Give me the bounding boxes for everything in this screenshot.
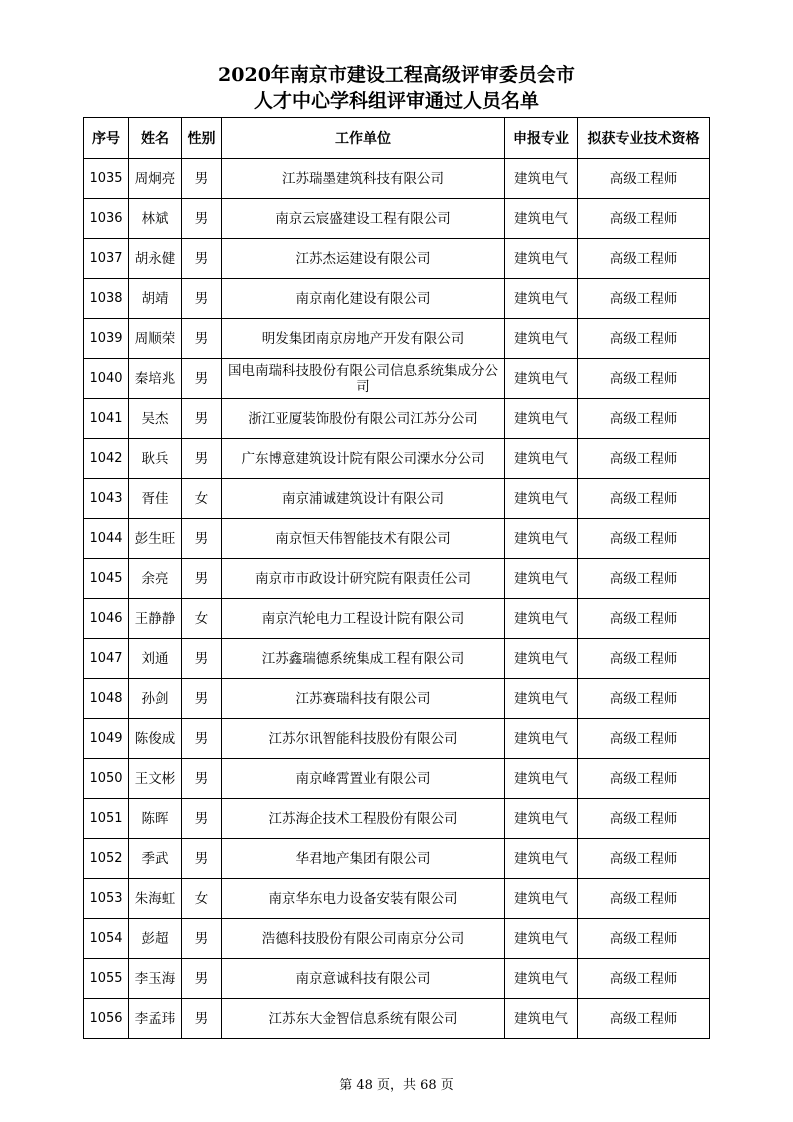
cell-gender: 男: [182, 519, 222, 559]
roster-table-body: [84, 159, 710, 1039]
cell-serial-number: 1043: [84, 479, 129, 519]
cell-serial-number: 1039: [84, 319, 129, 359]
cell-name: 耿兵: [129, 439, 182, 479]
cell-employer: 明发集团南京房地产开发有限公司: [222, 319, 505, 359]
table-row: [84, 919, 710, 959]
cell-serial-number: 1042: [84, 439, 129, 479]
cell-gender: 男: [182, 559, 222, 599]
cell-qualification: 高级工程师: [578, 399, 710, 439]
cell-qualification: 高级工程师: [578, 879, 710, 919]
cell-employer: 浙江亚厦装饰股份有限公司江苏分公司: [222, 399, 505, 439]
cell-serial-number: 1050: [84, 759, 129, 799]
cell-employer: 江苏东大金智信息系统有限公司: [222, 999, 505, 1039]
cell-declared-specialty: 建筑电气: [505, 719, 578, 759]
cell-gender: 男: [182, 279, 222, 319]
cell-name: 季武: [129, 839, 182, 879]
cell-gender: 男: [182, 159, 222, 199]
table-row: [84, 319, 710, 359]
cell-qualification: 高级工程师: [578, 679, 710, 719]
cell-serial-number: 1036: [84, 199, 129, 239]
cell-qualification: 高级工程师: [578, 439, 710, 479]
cell-serial-number: 1040: [84, 359, 129, 399]
cell-employer: 浩德科技股份有限公司南京分公司: [222, 919, 505, 959]
cell-declared-specialty: 建筑电气: [505, 359, 578, 399]
table-row: [84, 839, 710, 879]
cell-employer: 南京南化建设有限公司: [222, 279, 505, 319]
cell-gender: 男: [182, 799, 222, 839]
cell-gender: 男: [182, 639, 222, 679]
cell-serial-number: 1037: [84, 239, 129, 279]
cell-serial-number: 1041: [84, 399, 129, 439]
page-number-footer: 第 48 页，共 68 页: [339, 1078, 454, 1093]
cell-name: 胡永健: [129, 239, 182, 279]
header-declared-specialty: 申报专业: [505, 118, 578, 159]
cell-employer: 江苏鑫瑞德系统集成工程有限公司: [222, 639, 505, 679]
cell-employer: 南京华东电力设备安装有限公司: [222, 879, 505, 919]
cell-qualification: 高级工程师: [578, 639, 710, 679]
cell-name: 彭生旺: [129, 519, 182, 559]
cell-name: 陈俊成: [129, 719, 182, 759]
document-title-line-2: 人才中心学科组评审通过人员名单: [253, 90, 539, 112]
cell-declared-specialty: 建筑电气: [505, 759, 578, 799]
cell-gender: 男: [182, 359, 222, 399]
cell-gender: 男: [182, 199, 222, 239]
table-row: [84, 879, 710, 919]
cell-declared-specialty: 建筑电气: [505, 999, 578, 1039]
cell-serial-number: 1038: [84, 279, 129, 319]
cell-qualification: 高级工程师: [578, 359, 710, 399]
cell-name: 胥佳: [129, 479, 182, 519]
table-row: [84, 759, 710, 799]
header-qualification: 拟获专业技术资格: [578, 118, 710, 159]
cell-qualification: 高级工程师: [578, 599, 710, 639]
table-row: [84, 479, 710, 519]
cell-qualification: 高级工程师: [578, 279, 710, 319]
cell-gender: 男: [182, 959, 222, 999]
cell-serial-number: 1056: [84, 999, 129, 1039]
cell-declared-specialty: 建筑电气: [505, 439, 578, 479]
cell-declared-specialty: 建筑电气: [505, 839, 578, 879]
table-row: [84, 559, 710, 599]
cell-declared-specialty: 建筑电气: [505, 879, 578, 919]
table-row: [84, 239, 710, 279]
cell-gender: 男: [182, 719, 222, 759]
cell-gender: 男: [182, 439, 222, 479]
cell-qualification: 高级工程师: [578, 799, 710, 839]
cell-declared-specialty: 建筑电气: [505, 559, 578, 599]
cell-employer: 南京意诚科技有限公司: [222, 959, 505, 999]
cell-gender: 男: [182, 839, 222, 879]
cell-gender: 男: [182, 239, 222, 279]
cell-declared-specialty: 建筑电气: [505, 399, 578, 439]
table-row: [84, 279, 710, 319]
cell-name: 李孟玮: [129, 999, 182, 1039]
table-header-row: [84, 118, 710, 159]
cell-declared-specialty: 建筑电气: [505, 279, 578, 319]
cell-employer: 江苏赛瑞科技有限公司: [222, 679, 505, 719]
table-row: [84, 999, 710, 1039]
cell-declared-specialty: 建筑电气: [505, 479, 578, 519]
table-row: [84, 599, 710, 639]
cell-gender: 男: [182, 999, 222, 1039]
cell-gender: 男: [182, 319, 222, 359]
cell-qualification: 高级工程师: [578, 719, 710, 759]
cell-serial-number: 1054: [84, 919, 129, 959]
cell-qualification: 高级工程师: [578, 239, 710, 279]
table-row: [84, 519, 710, 559]
cell-employer: 南京汽轮电力工程设计院有限公司: [222, 599, 505, 639]
cell-serial-number: 1048: [84, 679, 129, 719]
cell-gender: 男: [182, 919, 222, 959]
header-employer: 工作单位: [222, 118, 505, 159]
header-gender: 性别: [182, 118, 222, 159]
cell-name: 周炯亮: [129, 159, 182, 199]
cell-declared-specialty: 建筑电气: [505, 199, 578, 239]
cell-serial-number: 1053: [84, 879, 129, 919]
cell-declared-specialty: 建筑电气: [505, 319, 578, 359]
table-row: [84, 799, 710, 839]
cell-name: 陈晖: [129, 799, 182, 839]
table-row: [84, 399, 710, 439]
table-row: [84, 159, 710, 199]
cell-serial-number: 1035: [84, 159, 129, 199]
cell-gender: 男: [182, 759, 222, 799]
cell-serial-number: 1044: [84, 519, 129, 559]
cell-serial-number: 1049: [84, 719, 129, 759]
cell-name: 孙剑: [129, 679, 182, 719]
cell-name: 王静静: [129, 599, 182, 639]
cell-name: 彭超: [129, 919, 182, 959]
cell-gender: 女: [182, 879, 222, 919]
cell-qualification: 高级工程师: [578, 479, 710, 519]
cell-qualification: 高级工程师: [578, 519, 710, 559]
table-row: [84, 359, 710, 399]
table-row: [84, 199, 710, 239]
cell-employer: 华君地产集团有限公司: [222, 839, 505, 879]
cell-serial-number: 1055: [84, 959, 129, 999]
cell-employer: 江苏海企技术工程股份有限公司: [222, 799, 505, 839]
cell-declared-specialty: 建筑电气: [505, 639, 578, 679]
table-row: [84, 959, 710, 999]
cell-serial-number: 1051: [84, 799, 129, 839]
cell-serial-number: 1047: [84, 639, 129, 679]
cell-declared-specialty: 建筑电气: [505, 239, 578, 279]
cell-declared-specialty: 建筑电气: [505, 679, 578, 719]
header-serial-number: 序号: [84, 118, 129, 159]
cell-employer: 南京浦诚建筑设计有限公司: [222, 479, 505, 519]
cell-qualification: 高级工程师: [578, 839, 710, 879]
cell-name: 刘通: [129, 639, 182, 679]
cell-employer: 国电南瑞科技股份有限公司信息系统集成分公司: [222, 359, 505, 399]
cell-name: 吴杰: [129, 399, 182, 439]
table-row: [84, 679, 710, 719]
cell-qualification: 高级工程师: [578, 319, 710, 359]
cell-gender: 男: [182, 679, 222, 719]
table-row: [84, 639, 710, 679]
cell-employer: 南京市市政设计研究院有限责任公司: [222, 559, 505, 599]
cell-gender: 女: [182, 599, 222, 639]
cell-name: 周顺荣: [129, 319, 182, 359]
cell-employer: 南京云宸盛建设工程有限公司: [222, 199, 505, 239]
document-title-line-1: 2020年南京市建设工程高级评审委员会市: [218, 64, 575, 86]
cell-qualification: 高级工程师: [578, 759, 710, 799]
cell-name: 王文彬: [129, 759, 182, 799]
cell-serial-number: 1046: [84, 599, 129, 639]
cell-qualification: 高级工程师: [578, 919, 710, 959]
cell-employer: 江苏瑞墨建筑科技有限公司: [222, 159, 505, 199]
cell-name: 秦培兆: [129, 359, 182, 399]
cell-declared-specialty: 建筑电气: [505, 919, 578, 959]
table-row: [84, 719, 710, 759]
cell-gender: 男: [182, 399, 222, 439]
cell-employer: 南京恒天伟智能技术有限公司: [222, 519, 505, 559]
cell-qualification: 高级工程师: [578, 199, 710, 239]
header-name: 姓名: [129, 118, 182, 159]
cell-name: 朱海虹: [129, 879, 182, 919]
cell-gender: 女: [182, 479, 222, 519]
cell-name: 胡靖: [129, 279, 182, 319]
cell-employer: 广东博意建筑设计院有限公司溧水分公司: [222, 439, 505, 479]
cell-qualification: 高级工程师: [578, 999, 710, 1039]
cell-declared-specialty: 建筑电气: [505, 519, 578, 559]
cell-serial-number: 1052: [84, 839, 129, 879]
cell-employer: 南京峰霄置业有限公司: [222, 759, 505, 799]
cell-employer: 江苏杰运建设有限公司: [222, 239, 505, 279]
table-row: [84, 439, 710, 479]
cell-declared-specialty: 建筑电气: [505, 959, 578, 999]
cell-name: 余亮: [129, 559, 182, 599]
cell-qualification: 高级工程师: [578, 959, 710, 999]
cell-qualification: 高级工程师: [578, 559, 710, 599]
cell-declared-specialty: 建筑电气: [505, 799, 578, 839]
cell-declared-specialty: 建筑电气: [505, 159, 578, 199]
cell-qualification: 高级工程师: [578, 159, 710, 199]
cell-name: 李玉海: [129, 959, 182, 999]
roster-table: [83, 117, 710, 1039]
cell-serial-number: 1045: [84, 559, 129, 599]
cell-employer: 江苏尔讯智能科技股份有限公司: [222, 719, 505, 759]
cell-declared-specialty: 建筑电气: [505, 599, 578, 639]
cell-name: 林斌: [129, 199, 182, 239]
